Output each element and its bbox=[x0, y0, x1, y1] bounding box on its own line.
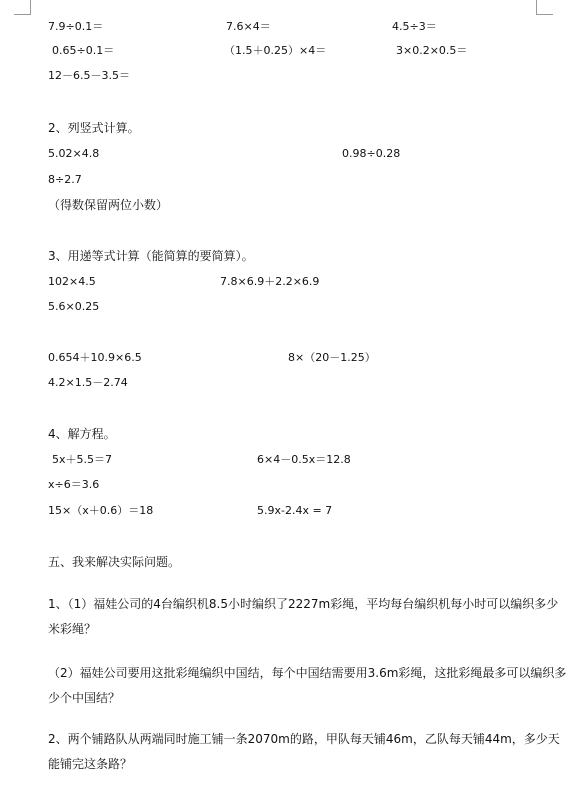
crop-mark-left-h bbox=[14, 14, 31, 15]
oral-item: 0.65÷0.1＝ bbox=[52, 44, 115, 57]
step-calc-item: 7.8×6.9＋2.2×6.9 bbox=[220, 275, 320, 288]
vertical-calc-item: 0.98÷0.28 bbox=[342, 147, 401, 160]
section-4-heading: 4、解方程。 bbox=[48, 427, 116, 441]
equation-item: x÷6＝3.6 bbox=[48, 478, 100, 491]
step-calc-item: 5.6×0.25 bbox=[48, 300, 100, 313]
crop-mark-right bbox=[536, 0, 537, 14]
rounding-note: （得数保留两位小数） bbox=[48, 198, 169, 212]
equation-item: 15×（x＋0.6）＝18 bbox=[48, 504, 154, 517]
step-calc-item: 0.654＋10.9×6.5 bbox=[48, 351, 142, 364]
oral-item: 7.9÷0.1＝ bbox=[48, 20, 104, 33]
oral-item: 3×0.2×0.5＝ bbox=[396, 44, 468, 57]
oral-item: 4.5÷3＝ bbox=[392, 20, 437, 33]
step-calc-item: 4.2×1.5－2.74 bbox=[48, 376, 128, 389]
word-problem-2: 2、两个铺路队从两端同时施工铺一条2070m的路，甲队每天铺46m，乙队每天铺44m，多少天能铺完这条路？ bbox=[48, 732, 560, 771]
oral-item: 12－6.5－3.5＝ bbox=[48, 69, 130, 82]
step-calc-item: 8×（20－1.25） bbox=[288, 351, 376, 364]
oral-item: 7.6×4＝ bbox=[226, 20, 271, 33]
section-5-heading: 五、我来解决实际问题。 bbox=[48, 555, 181, 569]
crop-mark-right-h bbox=[536, 14, 553, 15]
section-3-heading: 3、用递等式计算（能简算的要简算）。 bbox=[48, 249, 254, 263]
equation-item: 6×4－0.5x＝12.8 bbox=[257, 453, 351, 466]
vertical-calc-item: 5.02×4.8 bbox=[48, 147, 100, 160]
word-problem-1-part-2: （2）福娃公司要用这批彩绳编织中国结，每个中国结需要用3.6m彩绳，这批彩绳最多可以编织多少个中国结？ bbox=[48, 666, 567, 705]
vertical-calc-item: 8÷2.7 bbox=[48, 173, 82, 186]
word-problem-1-part-1: 1、（1）福娃公司的4台编织机8.5小时编织了2227m彩绳，平均每台编织机每小时可以编织多少米彩绳？ bbox=[48, 597, 559, 636]
equation-item: 5x＋5.5＝7 bbox=[52, 453, 113, 466]
section-2-heading: 2、列竖式计算。 bbox=[48, 121, 140, 135]
crop-mark-left bbox=[30, 0, 31, 14]
oral-item: （1.5＋0.25）×4＝ bbox=[224, 44, 327, 57]
step-calc-item: 102×4.5 bbox=[48, 275, 96, 288]
equation-item: 5.9x-2.4x = 7 bbox=[257, 504, 333, 517]
